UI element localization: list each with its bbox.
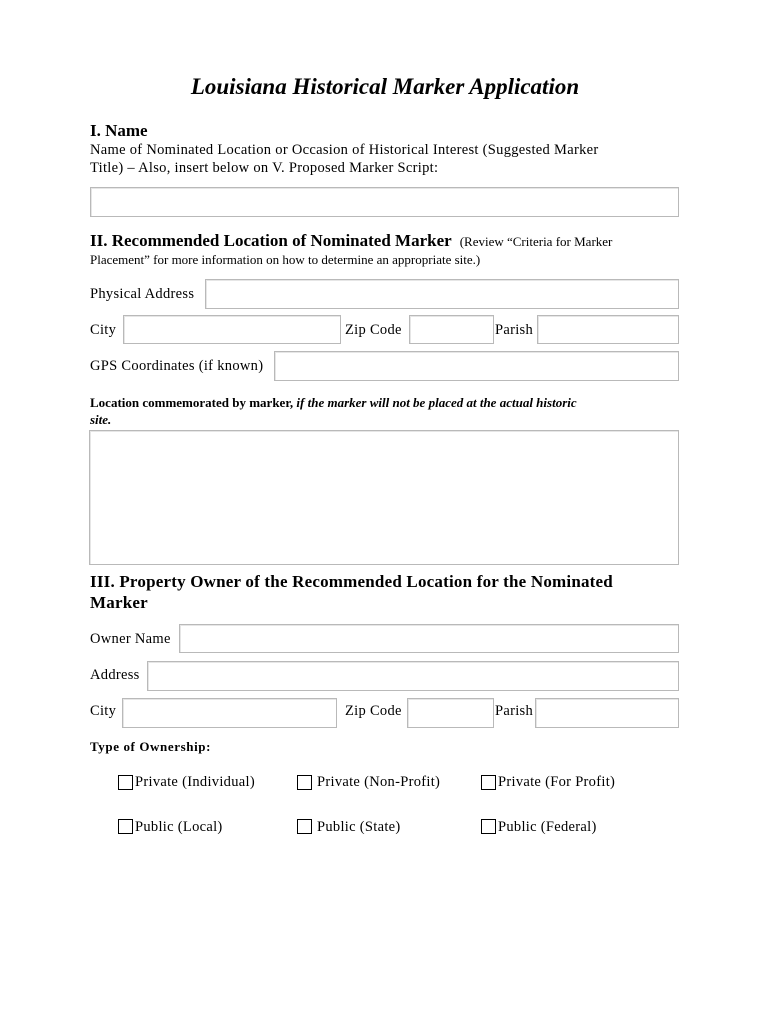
public-federal-label: Public (Federal) <box>498 819 597 835</box>
physical-address-label: Physical Address <box>90 286 195 302</box>
private-individual-checkbox[interactable] <box>118 775 133 790</box>
commemorated-bold-text: Location commemorated by marker, <box>90 395 294 410</box>
owner-parish-label: Parish <box>495 703 534 719</box>
section-1-description-line2: Title) – Also, insert below on V. Proposed Marker Script: <box>90 160 439 176</box>
physical-address-input[interactable] <box>205 279 679 309</box>
marker-title-input[interactable] <box>90 187 679 217</box>
section-2-heading-row <box>90 231 612 251</box>
owner-city-label: City <box>90 703 117 719</box>
parish-label: Parish <box>495 322 534 338</box>
ownership-type-label: Type of Ownership: <box>90 739 212 754</box>
public-federal-checkbox[interactable] <box>481 819 496 834</box>
section-3-heading-line2: Marker <box>90 593 148 612</box>
private-non-profit-checkbox[interactable] <box>297 775 312 790</box>
private-for-profit-label: Private (For Profit) <box>498 774 616 790</box>
owner-zip-code-label: Zip Code <box>345 703 402 719</box>
section-2-note-line2: Placement” for more information on how to determine an appropriate site.) <box>90 252 481 267</box>
private-non-profit-label: Private (Non-Profit) <box>317 774 441 790</box>
section-2-note: (Review “Criteria for Marker <box>459 234 613 249</box>
owner-parish-input[interactable] <box>535 698 679 728</box>
owner-address-label: Address <box>90 667 140 683</box>
public-local-label: Public (Local) <box>135 819 223 835</box>
owner-zip-code-input[interactable] <box>407 698 494 728</box>
page-title: Louisiana Historical Marker Application <box>190 74 580 99</box>
section-3-heading-line1: III. Property Owner of the Recommended Location for the Nominated <box>90 572 613 591</box>
city-input[interactable] <box>123 315 341 344</box>
commemorated-italic-text-line2: site. <box>90 412 112 427</box>
owner-address-input[interactable] <box>147 661 679 691</box>
public-local-checkbox[interactable] <box>118 819 133 834</box>
section-1-heading: I. Name <box>90 121 148 140</box>
public-state-checkbox[interactable] <box>297 819 312 834</box>
private-for-profit-checkbox[interactable] <box>481 775 496 790</box>
parish-input[interactable] <box>537 315 679 344</box>
city-label: City <box>90 322 117 338</box>
gps-coordinates-label: GPS Coordinates (if known) <box>90 358 264 374</box>
zip-code-label: Zip Code <box>345 322 402 338</box>
public-state-label: Public (State) <box>317 819 401 835</box>
commemorated-location-textarea[interactable] <box>89 430 679 565</box>
commemorated-location-label <box>90 395 690 411</box>
gps-coordinates-input[interactable] <box>274 351 679 381</box>
section-1-description-line1: Name of Nominated Location or Occasion of Historical Interest (Suggested Marker <box>90 142 599 158</box>
zip-code-input[interactable] <box>409 315 494 344</box>
owner-city-input[interactable] <box>122 698 337 728</box>
owner-name-label: Owner Name <box>90 631 171 647</box>
commemorated-italic-text: if the marker will not be placed at the actual historic <box>296 395 577 410</box>
section-2-heading: II. Recommended Location of Nominated Marker <box>90 231 452 250</box>
owner-name-input[interactable] <box>179 624 679 653</box>
private-individual-label: Private (Individual) <box>135 774 255 790</box>
